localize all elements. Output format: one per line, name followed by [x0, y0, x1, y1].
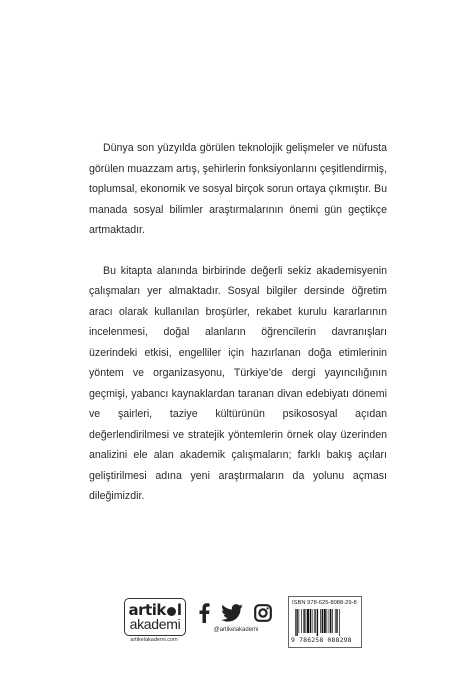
social-icons: [198, 603, 272, 623]
barcode-bar: [322, 609, 323, 633]
barcode-bar: [329, 609, 330, 633]
publisher-logo: [124, 598, 186, 636]
barcode-bar: [336, 609, 337, 633]
barcode-bar: [310, 609, 311, 633]
barcode-bar: [306, 609, 307, 633]
barcode-bar: [303, 609, 304, 633]
barcode-bar: [324, 609, 326, 633]
barcode-bar: [330, 609, 331, 633]
paragraph-1: Dünya son yüzyılda görülen teknolojik gelişmeler ve nüfusta görülen muazzam artış, şehirlerin fonksiyonlarını çeşitlendirmiş, toplumsal, ekonomik ve sosyal birçok sorun ortaya çıkmıştır. Bu manada sosyal bilimler araştırmalarının önemi gün geçtikçe artmaktadır.: [89, 142, 387, 236]
instagram-icon: [254, 604, 272, 622]
barcode-bar: [332, 609, 333, 633]
isbn-label: ISBN 978-625-8088-29-8: [292, 600, 357, 606]
barcode-number: 9 786258 088298: [291, 636, 352, 644]
paragraph-2: Bu kitapta alanında birbirinde değerli sekiz akademisyenin çalışmaları yer almaktadır. Sosyal bilgiler dersinde öğretim aracı olarak kullanılan broşürler, rekabet kurulu kararlarının incelenmesi, doğal alanların öğrencilerin davranışları üzerindeki etkisi, engelliler için hazırlanan doğa etimlerinin yöntem ve organizasyonu, Türkiye’de dergi yayıncılığının geçmişi, yabancı kaynaklardan taranan divan edebiyatı dönemi ve şairleri, taziye kültürünün psikososyal açıdan değerlendirilmesi ve stratejik yöntemlerin örnek olay üzerinden analizini ele alan akademik çalışmaların; farklı bakış açıları geliştirilmesi adına yeni araştırmaların da yolunu açması dileğimizdir.: [89, 264, 387, 502]
barcode-bar: [301, 609, 302, 633]
barcode-bar: [307, 609, 309, 633]
isbn-barcode-box: [288, 596, 362, 648]
barcode-bar: [296, 609, 297, 636]
barcode-bar: [299, 609, 300, 633]
barcode-bar: [335, 609, 336, 633]
logo-wordmark-bottom: akademi: [129, 616, 181, 632]
barcode-icon: [295, 609, 357, 636]
barcode-bar: [327, 609, 328, 633]
logo-dot-o-icon: [167, 607, 176, 616]
barcode-bar: [315, 609, 316, 633]
twitter-icon: [221, 604, 243, 622]
facebook-icon: [198, 603, 210, 623]
barcode-bar: [295, 609, 296, 636]
barcode-bar: [312, 609, 313, 633]
barcode-bar: [314, 609, 315, 633]
barcode-bar: [317, 609, 318, 636]
social-handle: @artikelakademi: [213, 627, 259, 633]
barcode-bar: [320, 609, 321, 633]
barcode-bar: [339, 609, 340, 636]
back-cover-text: [89, 138, 387, 527]
logo-wordmark-top: artik l: [128, 601, 182, 619]
publisher-website: artikelakademi.com: [130, 637, 178, 643]
